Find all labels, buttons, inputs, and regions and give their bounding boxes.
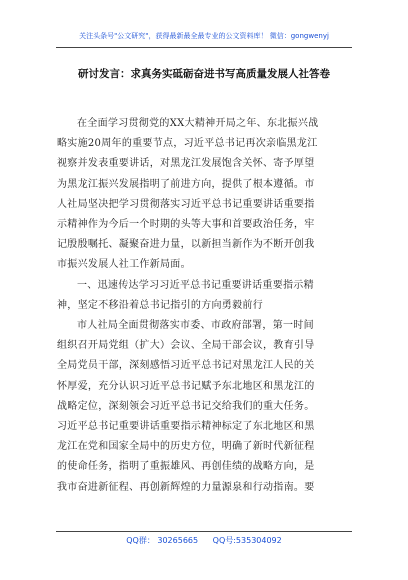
body-line: 战略定位，深刻领会习近平总书记交给我们的重大任务。 — [57, 400, 315, 412]
body-line: 示精神作为今后一个时期的头等大事和首要政治任务，牢 — [57, 219, 315, 231]
body-line: 人社局坚决把学习贯彻落实习近平总书记重要讲话重要指 — [57, 198, 315, 210]
footer-contact — [0, 535, 408, 546]
section-heading-line: 神，坚定不移沿着总书记指引的方向勇毅前行 — [57, 299, 263, 311]
body-line: 我市奋进新征程、再创新辉煌的力量源泉和行动指南。要 — [57, 481, 315, 493]
footer-qq-group: QQ群： 30265665 — [126, 536, 199, 545]
body-line: 的使命任务，指明了重振雄风、再创佳绩的战略方向，是 — [57, 461, 315, 473]
body-line: 市人社局全面贯彻落实市委、市政府部署，第一时间 — [77, 320, 314, 332]
body-line: 组织召开局党组（扩大）会议、全局干部会议，教育引导 — [57, 340, 315, 352]
body-line: 全局党员干部，深刻感悟习近平总书记对黑龙江人民的关 — [57, 360, 315, 372]
body-line: 记殷殷嘱托、凝聚奋进力量，以新担当新作为不断开创我 — [57, 239, 315, 251]
footer-qq-number: QQ号:535304092 — [212, 536, 282, 545]
body-line: 龙江在党和国家全局中的历史方位，明确了新时代新征程 — [57, 441, 315, 453]
body-line: 视察并发表重要讲话，对黑龙江发展饱含关怀、寄予厚望 — [57, 158, 315, 170]
body-line: 习近平总书记重要讲话重要指示精神标定了东北地区和黑 — [57, 421, 315, 433]
body-line: 为黑龙江振兴发展指明了前进方向，提供了根本遵循。市 — [57, 178, 315, 190]
footer-rule — [56, 531, 352, 532]
header-note: 关注头条号"公文研究"，获得最新最全最专业的公文资料库！ 微信：gongwenyj — [79, 32, 329, 40]
document-title: 研讨发言：求真务实砥砺奋进书写高质量发展人社答卷 — [78, 68, 330, 80]
body-line: 略实施20周年的重要节点，习近平总书记再次亲临黑龙江 — [57, 138, 318, 150]
body-line: 怀厚爱，充分认识习近平总书记赋予东北地区和黑龙江的 — [57, 380, 315, 392]
section-heading-line: 一、迅速传达学习习近平总书记重要讲话重要指示精 — [77, 279, 314, 291]
document-body — [57, 114, 352, 498]
body-line: 市振兴发展人社工作新局面。 — [57, 259, 191, 271]
header-rule — [56, 47, 352, 48]
body-line: 在全面学习贯彻党的XX大精神开局之年、东北振兴战 — [77, 118, 319, 129]
